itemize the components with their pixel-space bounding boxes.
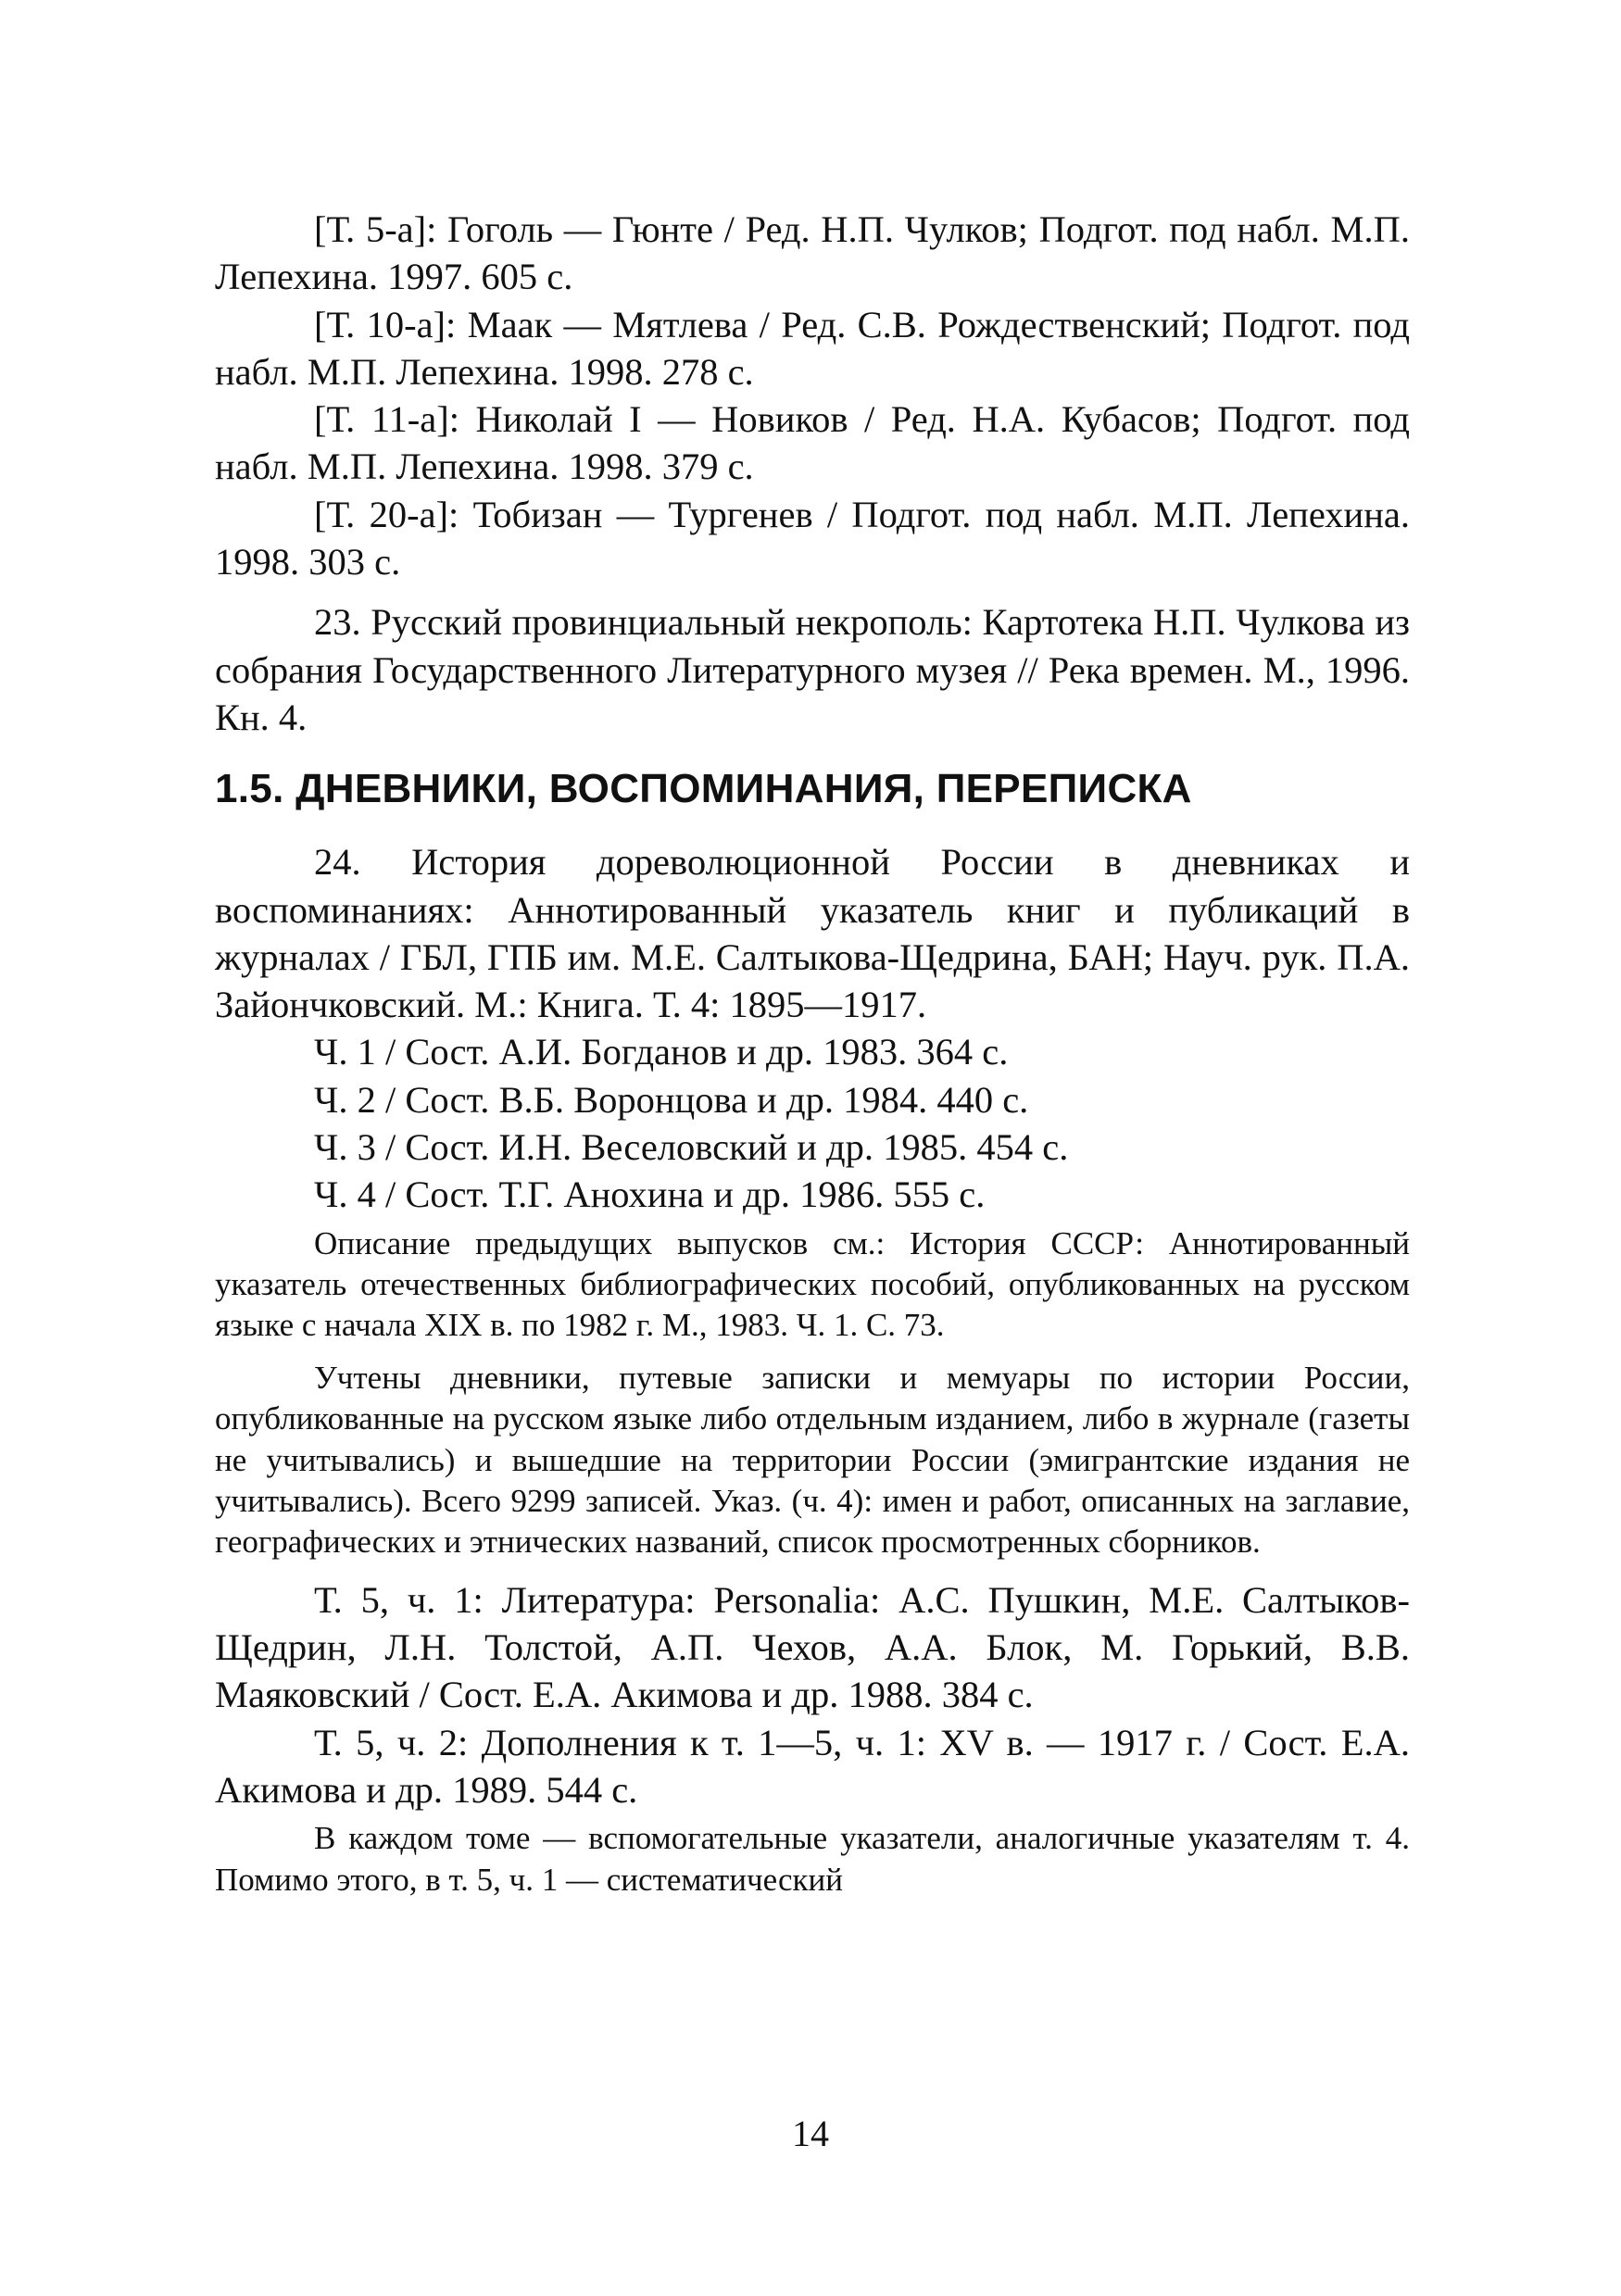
entry-24: 24. История дореволюционной России в дневниках и воспоминаниях: Аннотированный указатель книг и публикаций в журналах / ГБЛ, ГПБ им. М.Е. Салтыкова-Щедрина, БАН; Науч. рук. П.А. Зайончковский. М.: Книга. Т. 4: 1895—1917. xyxy=(215,841,1410,1026)
annotation-indexes: В каждом томе — вспомогательные указатели, аналогичные указателям т. 4. Помимо этого, в т. 5, ч. 1 — систематический xyxy=(215,1820,1410,1898)
entry-t11a: [Т. 11-а]: Николай I — Новиков / Ред. Н.А. Кубасов; Подгот. под набл. М.П. Лепехина. 1998. 379 с. xyxy=(215,398,1410,488)
page-body xyxy=(215,206,1410,1901)
page-number: 14 xyxy=(792,2113,829,2154)
annotation-previous-issues: Описание предыдущих выпусков см.: История СССР: Аннотированный указатель отечественных библиографических пособий, опубликованных на русском языке с начала XIX в. по 1982 г. М., 1983. Ч. 1. С. 73. xyxy=(215,1224,1410,1344)
entry-24-part1: Ч. 1 / Сост. А.И. Богданов и др. 1983. 364 с. xyxy=(314,1031,1009,1073)
entry-24-t5-part1: Т. 5, ч. 1: Литература: Personalia: А.С. Пушкин, М.Е. Салтыков-Щедрин, Л.Н. Толстой, А.П. Чехов, А.А. Блок, М. Горький, В.В. Маяковский / Сост. Е.А. Акимова и др. 1988. 384 с. xyxy=(215,1578,1410,1716)
entry-t5a: [Т. 5-а]: Гоголь — Гюнте / Ред. Н.П. Чулков; Подгот. под набл. М.П. Лепехина. 1997. 605 с. xyxy=(215,208,1410,298)
entry-24-part2: Ч. 2 / Сост. В.Б. Воронцова и др. 1984. 440 с. xyxy=(314,1078,1029,1121)
entry-t20a: [Т. 20-а]: Тобизан — Тургенев / Подгот. под набл. М.П. Лепехина. 1998. 303 с. xyxy=(215,493,1410,583)
section-heading: 1.5. ДНЕВНИКИ, ВОСПОМИНАНИЯ, ПЕРЕПИСКА xyxy=(215,766,1192,812)
entry-24-part4: Ч. 4 / Сост. Т.Г. Анохина и др. 1986. 555 с. xyxy=(314,1173,986,1216)
entry-t10a: [Т. 10-а]: Маак — Мятлева / Ред. С.В. Рождественский; Подгот. под набл. М.П. Лепехина. 1998. 278 с. xyxy=(215,303,1410,393)
annotation-scope: Учтены дневники, путевые записки и мемуары по истории России, опубликованные на русском языке либо отдельным изданием, либо в журнале (газеты не учитывались) и вышедшие на территории России (эмигрантские издания не учитывались). Всего 9299 записей. Указ. (ч. 4): имен и работ, описанных на заглавие, географических и этнических названий, список просмотренных сборников. xyxy=(215,1359,1410,1561)
entry-23: 23. Русский провинциальный некрополь: Картотека Н.П. Чулкова из собрания Государственного Литературного музея // Река времен. М., 1996. Кн. 4. xyxy=(215,601,1410,738)
entry-24-t5-part2: Т. 5, ч. 2: Дополнения к т. 1—5, ч. 1: XV в. — 1917 г. / Сост. Е.А. Акимова и др. 1989. 544 с. xyxy=(215,1721,1410,1812)
entry-24-part3: Ч. 3 / Сост. И.Н. Веселовский и др. 1985. 454 с. xyxy=(314,1126,1069,1169)
